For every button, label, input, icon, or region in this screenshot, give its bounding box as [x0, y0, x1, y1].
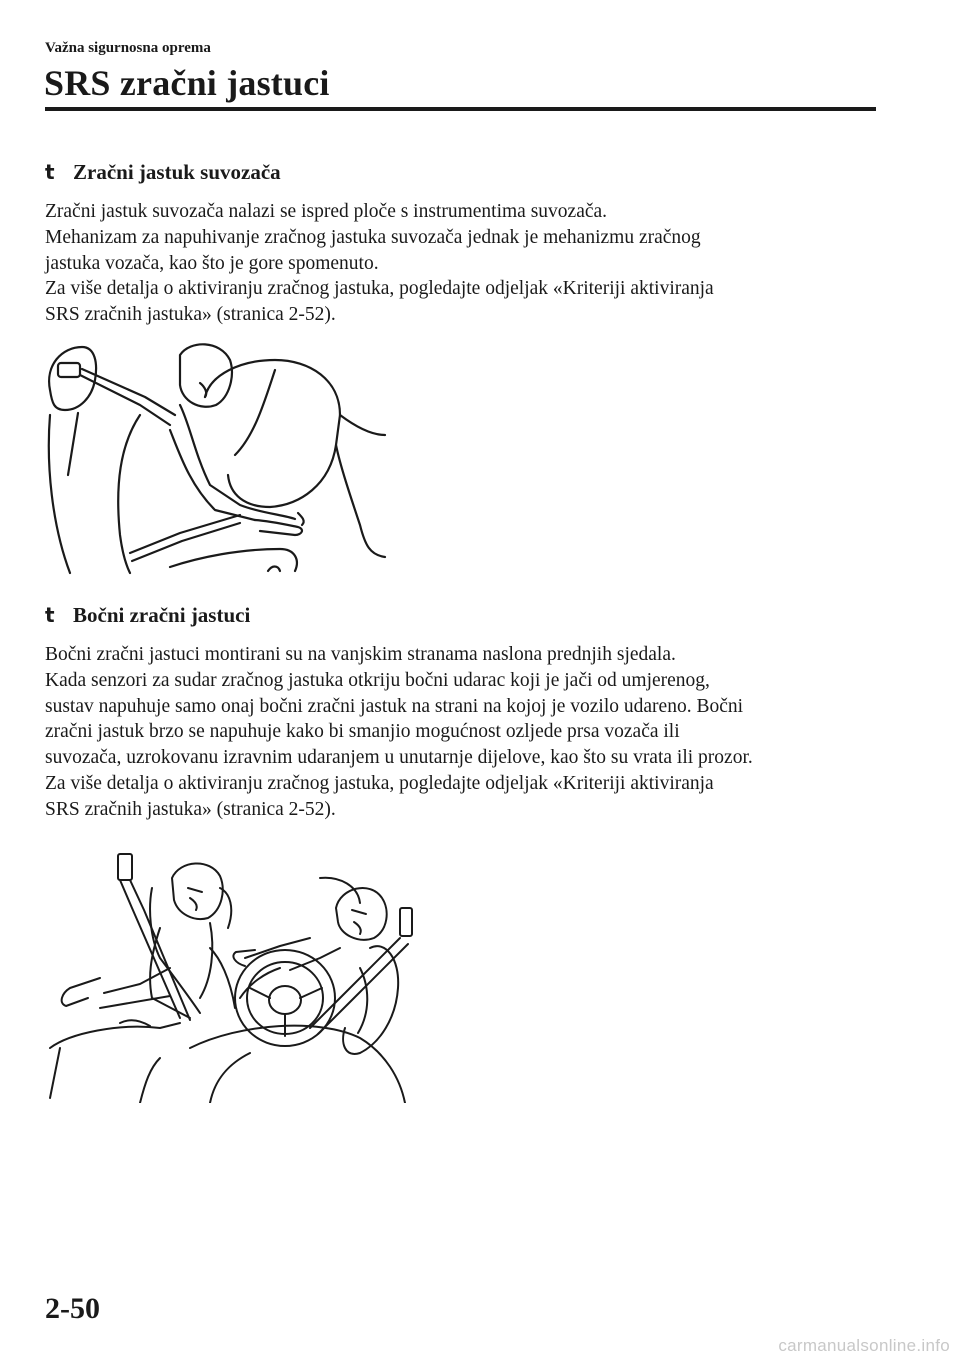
paragraph-line: sustav napuhuje samo onaj bočni zračni jastuk na strani na kojoj je vozilo udareno. Bočni: [45, 695, 744, 717]
paragraph-line: SRS zračnih jastuka» (stranica 2-52).: [45, 798, 336, 820]
section-heading-text: Zračni jastuk suvozača: [73, 160, 281, 184]
section-side-airbags: [45, 603, 895, 823]
paragraph-line: Zračni jastuk suvozača nalazi se ispred ploče s instrumentima suvozača.: [45, 201, 608, 222]
page-title: SRS zračni jastuci: [44, 63, 330, 103]
title-divider: [45, 107, 876, 111]
paragraph-line: Za više detalja o aktiviranju zračnog jastuka, pogledajte odjeljak «Kriteriji aktiviranja: [45, 772, 714, 794]
section-heading: [45, 160, 895, 185]
section-heading: [45, 603, 895, 628]
paragraph-line: jastuka vozača, kao što je gore spomenuto.: [45, 252, 379, 274]
passenger-airbag-illustration: [40, 335, 400, 580]
paragraph-line: Kada senzori za sudar zračnog jastuka otkriju bočni udarac koji je jači od umjerenog,: [45, 669, 710, 691]
paragraph-line: Mehanizam za napuhivanje zračnog jastuka suvozača jednak je mehanizmu zračnog: [45, 226, 701, 248]
paragraph-line: suvozača, uzrokovanu izravnim udaranjem u unutarnje dijelove, kao što su vrata ili prozor.: [45, 747, 753, 769]
side-airbags-illustration: [40, 848, 420, 1103]
paragraph-line: Bočni zračni jastuci montirani su na vanjskim stranama naslona prednjih sjedala.: [45, 644, 676, 665]
watermark: carmanualsonline.info: [778, 1336, 950, 1355]
section-passenger-airbag: [45, 160, 895, 328]
bullet-marker: t: [45, 160, 55, 184]
section-heading-text: Bočni zračni jastuci: [73, 603, 251, 627]
paragraph-line: zračni jastuk brzo se napuhuje kako bi smanjio mogućnost ozljede prsa vozača ili: [45, 721, 680, 743]
bullet-marker: t: [45, 603, 55, 627]
paragraph-line: SRS zračnih jastuka» (stranica 2-52).: [45, 304, 336, 326]
page-number: 2-50: [45, 1292, 100, 1325]
paragraph-line: Za više detalja o aktiviranju zračnog jastuka, pogledajte odjeljak «Kriteriji aktiviranja: [45, 278, 714, 300]
breadcrumb: Važna sigurnosna oprema: [45, 40, 211, 56]
